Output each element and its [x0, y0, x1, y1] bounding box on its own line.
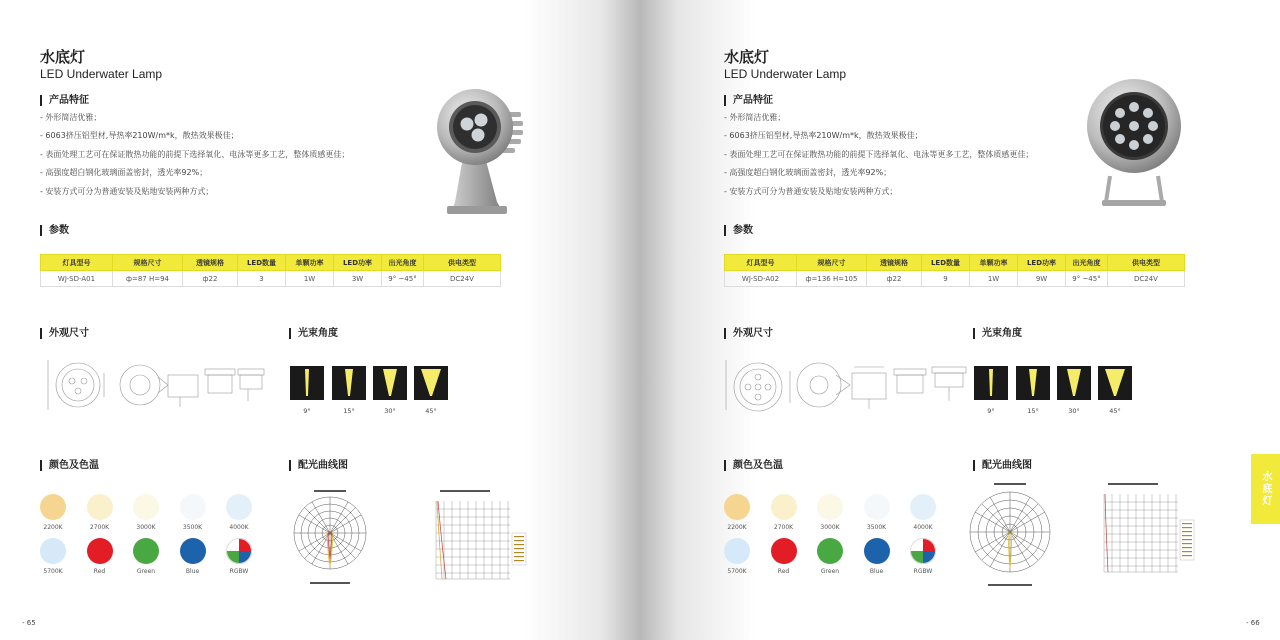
- table-cell: 9° ~45°: [1066, 271, 1108, 287]
- color-swatch-label: 4000K: [913, 524, 933, 531]
- beam-angle-30: [1057, 366, 1091, 400]
- table-cell: WJ-SD-A01: [41, 271, 113, 287]
- table-cell: 3W: [334, 271, 382, 287]
- beam-label: 30°: [384, 407, 396, 415]
- features-list: [724, 109, 1033, 201]
- table-header: 出光角度: [382, 255, 424, 271]
- beam-angle-9: [974, 366, 1008, 400]
- params-table: [40, 254, 501, 287]
- table-cell: ф22: [867, 271, 922, 287]
- table-cell: 1W: [970, 271, 1018, 287]
- beam-heading: 光束角度: [289, 328, 338, 339]
- table-header-row: [41, 255, 501, 271]
- color-swatch: [40, 538, 66, 564]
- polar-curve-chart: [966, 480, 1056, 595]
- product-photo: [1084, 76, 1184, 216]
- color-swatch-label: Blue: [185, 568, 200, 575]
- features-list: [40, 109, 349, 201]
- color-swatch: [771, 538, 797, 564]
- color-swatch: [180, 494, 206, 520]
- features-heading: 产品特征: [40, 95, 89, 106]
- beam-label: 45°: [425, 407, 437, 415]
- page-title-en: LED Underwater Lamp: [40, 67, 163, 81]
- page-title-cn: 水底灯: [40, 48, 86, 66]
- beam-heading: 光束角度: [973, 328, 1022, 339]
- beam-label: 15°: [1027, 407, 1039, 415]
- table-header: LED功率: [334, 255, 382, 271]
- page-number: - 66: [1246, 619, 1260, 627]
- dimension-drawing: [40, 355, 270, 415]
- color-swatch: [180, 538, 206, 564]
- color-swatch-label: 2700K: [773, 524, 794, 531]
- table-cell: 9: [922, 271, 970, 287]
- color-swatch: [87, 494, 113, 520]
- color-swatch-label: Red: [777, 568, 790, 575]
- table-header: 灯具型号: [725, 255, 797, 271]
- color-swatch-label: 2200K: [43, 524, 63, 531]
- color-swatch: [40, 494, 66, 520]
- color-swatch: [864, 494, 890, 520]
- features-heading: 产品特征: [724, 95, 773, 106]
- beam-label: 9°: [303, 407, 311, 415]
- table-header-row: [725, 255, 1185, 271]
- color-swatch: [724, 538, 750, 564]
- dimension-drawing: [724, 355, 974, 415]
- color-swatch-label: 2200K: [727, 524, 747, 531]
- beam-angle-45: [414, 366, 448, 400]
- section-side-tab: 水底灯: [1251, 454, 1280, 524]
- table-header: 透镜规格: [183, 255, 238, 271]
- color-swatch-label: Green: [820, 568, 840, 575]
- params-heading: 参数: [40, 225, 69, 236]
- curve-heading: 配光曲线图: [973, 460, 1032, 471]
- table-cell: 9° ~45°: [382, 271, 424, 287]
- beam-angle-45: [1098, 366, 1132, 400]
- color-swatch-label: 4000K: [229, 524, 249, 531]
- beam-angle-9: [290, 366, 324, 400]
- dimensions-heading: 外观尺寸: [40, 328, 89, 339]
- intensity-curve-chart: [420, 487, 530, 597]
- color-swatch: [87, 538, 113, 564]
- color-swatch: [910, 494, 936, 520]
- feature-item: - 安装方式可分为普通安装及贴地安装两种方式；: [724, 186, 898, 196]
- feature-item: - 表面处理工艺可在保证散热功能的前提下选择氧化、电泳等更多工艺，整体质感更佳；: [40, 149, 350, 159]
- table-header: LED数量: [922, 255, 970, 271]
- feature-item: - 高强度超白钢化玻璃面盖密封，透光率92%；: [724, 168, 892, 178]
- table-cell: WJ-SD-A02: [725, 271, 797, 287]
- page-number: - 65: [22, 619, 36, 627]
- beam-label: 15°: [343, 407, 355, 415]
- polar-curve-chart: [290, 487, 370, 597]
- table-cell: ф=87 H=94: [113, 271, 183, 287]
- table-header: 供电类型: [1108, 255, 1185, 271]
- color-swatch: [910, 538, 936, 564]
- beam-label: 30°: [1068, 407, 1080, 415]
- beam-label: 45°: [1109, 407, 1121, 415]
- table-header: 规格尺寸: [797, 255, 867, 271]
- color-swatch-label: 5700K: [43, 568, 63, 575]
- color-swatch-label: RGBW: [229, 568, 249, 575]
- colors-heading: 颜色及色温: [724, 460, 783, 471]
- table-header: LED功率: [1018, 255, 1066, 271]
- table-row: [725, 271, 1185, 287]
- table-header: 出光角度: [1066, 255, 1108, 271]
- table-header: 单颗功率: [286, 255, 334, 271]
- color-swatch-label: Blue: [869, 568, 884, 575]
- color-swatch: [133, 538, 159, 564]
- color-swatch: [864, 538, 890, 564]
- params-table: [724, 254, 1185, 287]
- page-title-en: LED Underwater Lamp: [724, 67, 847, 81]
- feature-item: - 表面处理工艺可在保证散热功能的前提下选择氧化、电泳等更多工艺，整体质感更佳；: [724, 149, 1034, 159]
- color-swatch-label: 5700K: [727, 568, 747, 575]
- beam-label: 9°: [987, 407, 995, 415]
- curve-heading: 配光曲线图: [289, 460, 348, 471]
- table-cell: 9W: [1018, 271, 1066, 287]
- color-swatch: [771, 494, 797, 520]
- colors-heading: 颜色及色温: [40, 460, 99, 471]
- table-cell: DC24V: [1108, 271, 1185, 287]
- color-swatch: [817, 538, 843, 564]
- table-header: 供电类型: [424, 255, 501, 271]
- table-header: 单颗功率: [970, 255, 1018, 271]
- page-title-cn: 水底灯: [724, 48, 770, 66]
- color-swatch-label: Green: [136, 568, 156, 575]
- color-swatch: [817, 494, 843, 520]
- table-header: LED数量: [238, 255, 286, 271]
- beam-angle-15: [332, 366, 366, 400]
- color-swatch-label: Red: [93, 568, 106, 575]
- feature-item: - 外形简洁优雅；: [40, 113, 102, 122]
- color-swatch: [226, 538, 252, 564]
- table-header: 规格尺寸: [113, 255, 183, 271]
- table-cell: 3: [238, 271, 286, 287]
- right-page: [640, 0, 1280, 640]
- color-swatch: [226, 494, 252, 520]
- table-cell: 1W: [286, 271, 334, 287]
- color-swatch-label: 3500K: [182, 524, 203, 531]
- color-swatch-label: 2700K: [89, 524, 110, 531]
- color-swatch-label: 3000K: [136, 524, 156, 531]
- table-row: [41, 271, 501, 287]
- feature-item: - 安装方式可分为普通安装及贴地安装两种方式；: [40, 186, 214, 196]
- color-swatch: [724, 494, 750, 520]
- dimensions-heading: 外观尺寸: [724, 328, 773, 339]
- table-header: 灯具型号: [41, 255, 113, 271]
- color-swatch-label: RGBW: [913, 568, 933, 575]
- feature-item: - 6063挤压铝型材,导热率210W/m*k，散热效果极佳；: [40, 131, 239, 141]
- color-swatch: [133, 494, 159, 520]
- beam-angle-30: [373, 366, 407, 400]
- table-cell: ф22: [183, 271, 238, 287]
- feature-item: - 高强度超白钢化玻璃面盖密封，透光率92%；: [40, 168, 208, 178]
- product-photo: [425, 82, 525, 222]
- color-swatch-label: 3500K: [866, 524, 887, 531]
- intensity-curve-chart: [1088, 480, 1198, 590]
- feature-item: - 外形简洁优雅；: [724, 113, 786, 122]
- table-cell: DC24V: [424, 271, 501, 287]
- feature-item: - 6063挤压铝型材,导热率210W/m*k，散热效果极佳；: [724, 131, 923, 141]
- table-cell: ф=136 H=105: [797, 271, 867, 287]
- table-header: 透镜规格: [867, 255, 922, 271]
- beam-angle-15: [1016, 366, 1050, 400]
- color-swatch-label: 3000K: [820, 524, 840, 531]
- params-heading: 参数: [724, 225, 753, 236]
